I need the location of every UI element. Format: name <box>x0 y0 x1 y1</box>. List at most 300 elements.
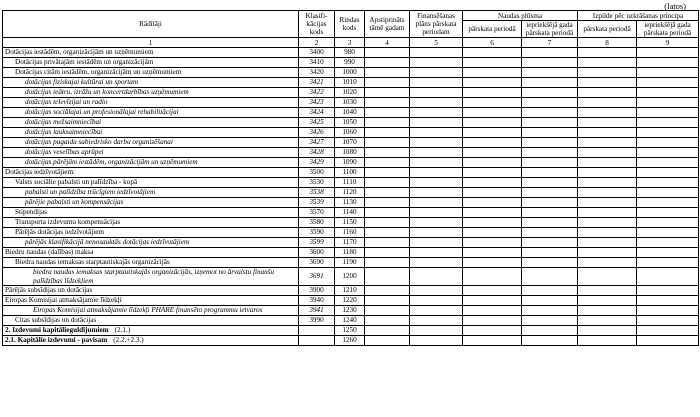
value-cell[interactable] <box>463 118 522 128</box>
value-cell[interactable] <box>578 58 637 68</box>
column-numbers-row <box>3 38 699 48</box>
row-name <box>3 258 299 268</box>
header-cash-flow: Naudas plūsma <box>463 11 578 21</box>
value-cell[interactable] <box>463 48 522 58</box>
value-cell[interactable] <box>365 58 410 68</box>
row-code: 1240 <box>335 316 365 326</box>
value-cell[interactable] <box>410 118 463 128</box>
value-cell[interactable] <box>410 286 463 296</box>
value-cell[interactable] <box>463 58 522 68</box>
value-cell[interactable] <box>637 218 699 228</box>
value-cell[interactable] <box>578 208 637 218</box>
row-name-text: Eiropas Komisijai atmaksājamie līdzekļi <box>5 296 122 305</box>
row-name <box>3 138 299 148</box>
value-cell[interactable] <box>410 326 463 336</box>
value-cell[interactable] <box>463 228 522 238</box>
value-cell[interactable] <box>522 158 578 168</box>
row-name <box>3 296 299 306</box>
value-cell[interactable] <box>365 98 410 108</box>
table-row <box>3 336 699 346</box>
value-cell[interactable] <box>410 268 463 286</box>
row-name-suffix: (2.2.+2.3.) <box>113 336 144 345</box>
value-cell[interactable] <box>522 178 578 188</box>
value-cell[interactable] <box>365 228 410 238</box>
value-cell[interactable] <box>463 238 522 248</box>
value-cell[interactable] <box>637 198 699 208</box>
row-name <box>3 128 299 138</box>
row-code: 1110 <box>335 178 365 188</box>
value-cell[interactable] <box>578 98 637 108</box>
value-cell[interactable] <box>578 158 637 168</box>
value-cell[interactable] <box>637 316 699 326</box>
value-cell[interactable] <box>365 198 410 208</box>
value-cell[interactable] <box>637 228 699 238</box>
table-row <box>3 148 699 158</box>
value-cell[interactable] <box>365 118 410 128</box>
classification-code: 3500 <box>299 168 335 178</box>
value-cell[interactable] <box>410 198 463 208</box>
value-cell[interactable] <box>637 258 699 268</box>
value-cell[interactable] <box>410 316 463 326</box>
value-cell[interactable] <box>578 218 637 228</box>
row-name <box>3 336 299 346</box>
value-cell[interactable] <box>578 286 637 296</box>
row-code: 1150 <box>335 218 365 228</box>
value-cell[interactable] <box>463 98 522 108</box>
value-cell[interactable] <box>365 248 410 258</box>
classification-code: 3590 <box>299 228 335 238</box>
value-cell[interactable] <box>522 228 578 238</box>
table-row <box>3 326 699 336</box>
value-cell[interactable] <box>522 248 578 258</box>
row-code: 1130 <box>335 198 365 208</box>
value-cell[interactable] <box>410 108 463 118</box>
value-cell[interactable] <box>463 138 522 148</box>
table-row <box>3 58 699 68</box>
value-cell[interactable] <box>365 188 410 198</box>
value-cell[interactable] <box>410 336 463 346</box>
value-cell[interactable] <box>410 148 463 158</box>
value-cell[interactable] <box>637 248 699 258</box>
value-cell[interactable] <box>365 238 410 248</box>
row-name <box>3 158 299 168</box>
row-code: 1160 <box>335 228 365 238</box>
value-cell[interactable] <box>578 268 637 286</box>
classification-code: 3940 <box>299 296 335 306</box>
value-cell[interactable] <box>410 248 463 258</box>
value-cell[interactable] <box>522 208 578 218</box>
row-name <box>3 88 299 98</box>
value-cell[interactable] <box>637 238 699 248</box>
row-name-text: dotācijas lauksaimniecībai <box>25 128 103 137</box>
row-code: 1260 <box>335 336 365 346</box>
classification-code: 3421 <box>299 78 335 88</box>
value-cell[interactable] <box>578 336 637 346</box>
classification-code: 3428 <box>299 148 335 158</box>
value-cell[interactable] <box>637 118 699 128</box>
value-cell[interactable] <box>578 296 637 306</box>
value-cell[interactable] <box>522 168 578 178</box>
value-cell[interactable] <box>522 118 578 128</box>
row-name-text: dotācijas teātru, izrāžu un koncertdarbības uzņēmumiem <box>25 88 189 97</box>
value-cell[interactable] <box>578 248 637 258</box>
value-cell[interactable] <box>522 296 578 306</box>
value-cell[interactable] <box>365 48 410 58</box>
value-cell[interactable] <box>578 68 637 78</box>
value-cell[interactable] <box>463 268 522 286</box>
value-cell[interactable] <box>522 128 578 138</box>
row-name-text: Stipendijas <box>15 208 47 217</box>
column-number: 6 <box>463 38 522 48</box>
row-code: 990 <box>335 58 365 68</box>
row-name-text: Citas subsīdijas un dotācijas <box>15 316 97 325</box>
value-cell[interactable] <box>522 306 578 316</box>
value-cell[interactable] <box>578 316 637 326</box>
row-code: 1140 <box>335 208 365 218</box>
classification-code: 3427 <box>299 138 335 148</box>
value-cell[interactable] <box>522 286 578 296</box>
value-cell[interactable] <box>365 218 410 228</box>
value-cell[interactable] <box>522 316 578 326</box>
value-cell[interactable] <box>463 316 522 326</box>
value-cell[interactable] <box>410 218 463 228</box>
value-cell[interactable] <box>637 48 699 58</box>
row-code: 1180 <box>335 248 365 258</box>
row-name <box>3 198 299 208</box>
value-cell[interactable] <box>410 48 463 58</box>
row-name <box>3 148 299 158</box>
row-name <box>3 316 299 326</box>
value-cell[interactable] <box>522 58 578 68</box>
classification-code: 3530 <box>299 178 335 188</box>
value-cell[interactable] <box>410 168 463 178</box>
value-cell[interactable] <box>637 68 699 78</box>
value-cell[interactable] <box>522 98 578 108</box>
value-cell[interactable] <box>365 316 410 326</box>
value-cell[interactable] <box>463 188 522 198</box>
row-name-suffix: (2.1.) <box>114 326 131 335</box>
value-cell[interactable] <box>410 128 463 138</box>
table-row <box>3 296 699 306</box>
value-cell[interactable] <box>637 188 699 198</box>
header-accrual-execution: Izpilde pēc uzkrāšanas principa <box>578 11 699 21</box>
value-cell[interactable] <box>410 88 463 98</box>
value-cell[interactable] <box>463 336 522 346</box>
header-approved-estimate: Apstiprināts tāmē gadam <box>365 11 410 38</box>
value-cell[interactable] <box>637 158 699 168</box>
value-cell[interactable] <box>410 68 463 78</box>
row-name-text: 2. Izdevumi kapitālieguldījumiem <box>5 326 109 335</box>
value-cell[interactable] <box>365 88 410 98</box>
value-cell[interactable] <box>365 326 410 336</box>
value-cell[interactable] <box>637 88 699 98</box>
currency-unit-note: (latos) <box>664 1 686 11</box>
row-code: 1040 <box>335 108 365 118</box>
value-cell[interactable] <box>463 326 522 336</box>
value-cell[interactable] <box>365 68 410 78</box>
value-cell[interactable] <box>578 48 637 58</box>
value-cell[interactable] <box>463 158 522 168</box>
value-cell[interactable] <box>463 78 522 88</box>
value-cell[interactable] <box>463 68 522 78</box>
row-name <box>3 238 299 248</box>
value-cell[interactable] <box>365 168 410 178</box>
value-cell[interactable] <box>365 286 410 296</box>
value-cell[interactable] <box>365 138 410 148</box>
table-row <box>3 316 699 326</box>
value-cell[interactable] <box>365 78 410 88</box>
value-cell[interactable] <box>463 178 522 188</box>
classification-code: 3691 <box>299 268 335 286</box>
value-cell[interactable] <box>637 148 699 158</box>
value-cell[interactable] <box>637 168 699 178</box>
value-cell[interactable] <box>522 258 578 268</box>
table-row <box>3 88 699 98</box>
row-code: 1190 <box>335 258 365 268</box>
value-cell[interactable] <box>578 188 637 198</box>
value-cell[interactable] <box>578 258 637 268</box>
row-name <box>3 78 299 88</box>
value-cell[interactable] <box>410 306 463 316</box>
value-cell[interactable] <box>365 258 410 268</box>
classification-code: 3941 <box>299 306 335 316</box>
value-cell[interactable] <box>365 178 410 188</box>
header-indicators: Rādītāji <box>3 11 299 38</box>
value-cell[interactable] <box>463 296 522 306</box>
table-body <box>3 48 699 346</box>
row-code: 1020 <box>335 88 365 98</box>
classification-code: 3580 <box>299 218 335 228</box>
value-cell[interactable] <box>522 218 578 228</box>
table-row <box>3 228 699 238</box>
value-cell[interactable] <box>522 138 578 148</box>
value-cell[interactable] <box>578 168 637 178</box>
value-cell[interactable] <box>637 268 699 286</box>
row-name-text: Dotācijas privātajām iestādēm un organizācijām <box>15 58 154 67</box>
column-number: 7 <box>522 38 578 48</box>
table-row <box>3 248 699 258</box>
value-cell[interactable] <box>578 108 637 118</box>
value-cell[interactable] <box>365 208 410 218</box>
value-cell[interactable] <box>637 326 699 336</box>
classification-code <box>299 326 335 336</box>
row-code: 1120 <box>335 188 365 198</box>
row-name <box>3 268 299 286</box>
table-row <box>3 198 699 208</box>
value-cell[interactable] <box>522 88 578 98</box>
value-cell[interactable] <box>410 188 463 198</box>
classification-code: 3599 <box>299 238 335 248</box>
row-name <box>3 108 299 118</box>
table-row <box>3 168 699 178</box>
header-row-code: Rindas kods <box>335 11 365 38</box>
value-cell[interactable] <box>522 78 578 88</box>
value-cell[interactable] <box>578 238 637 248</box>
row-code: 1230 <box>335 306 365 316</box>
table-row <box>3 286 699 296</box>
financial-report-table <box>2 10 699 346</box>
value-cell[interactable] <box>578 78 637 88</box>
value-cell[interactable] <box>522 336 578 346</box>
row-name <box>3 188 299 198</box>
value-cell[interactable] <box>463 198 522 208</box>
value-cell[interactable] <box>637 58 699 68</box>
value-cell[interactable] <box>578 148 637 158</box>
table-row <box>3 188 699 198</box>
row-name <box>3 68 299 78</box>
row-name-text: pabalsti un palīdzība trūcīgiem iedzīvotājiem <box>25 188 156 197</box>
value-cell[interactable] <box>410 238 463 248</box>
table-row <box>3 218 699 228</box>
row-name <box>3 248 299 258</box>
row-code: 1070 <box>335 138 365 148</box>
value-cell[interactable] <box>578 228 637 238</box>
value-cell[interactable] <box>637 98 699 108</box>
value-cell[interactable] <box>522 268 578 286</box>
value-cell[interactable] <box>410 296 463 306</box>
value-cell[interactable] <box>365 336 410 346</box>
row-code: 1220 <box>335 296 365 306</box>
value-cell[interactable] <box>410 158 463 168</box>
row-name-text: Pārējās subsīdijas un dotācijas <box>5 286 93 295</box>
value-cell[interactable] <box>522 48 578 58</box>
value-cell[interactable] <box>463 286 522 296</box>
classification-code: 3429 <box>299 158 335 168</box>
value-cell[interactable] <box>410 98 463 108</box>
row-name-text: dotācijas pagaidu sabiedrisko darbu organizēšanai <box>25 138 173 147</box>
value-cell[interactable] <box>410 258 463 268</box>
row-code: 1080 <box>335 148 365 158</box>
value-cell[interactable] <box>463 248 522 258</box>
row-name-text: 2.1. Kapitālie izdevumi - pavisam <box>5 336 108 345</box>
value-cell[interactable] <box>578 138 637 148</box>
row-name-text: pārējās klasifikācijā nenosauktās dotācijas iedzīvotājiem <box>25 238 190 247</box>
row-code: 980 <box>335 48 365 58</box>
value-cell[interactable] <box>578 88 637 98</box>
value-cell[interactable] <box>463 208 522 218</box>
row-code: 1060 <box>335 128 365 138</box>
value-cell[interactable] <box>463 108 522 118</box>
row-name-text: pārējie pabalsti un kompensācijas <box>25 198 124 207</box>
classification-code: 3410 <box>299 58 335 68</box>
value-cell[interactable] <box>463 258 522 268</box>
table-row <box>3 208 699 218</box>
value-cell[interactable] <box>463 128 522 138</box>
value-cell[interactable] <box>365 148 410 158</box>
row-code: 1250 <box>335 326 365 336</box>
classification-code: 3424 <box>299 108 335 118</box>
value-cell[interactable] <box>410 228 463 238</box>
table-row <box>3 118 699 128</box>
value-cell[interactable] <box>522 148 578 158</box>
value-cell[interactable] <box>522 68 578 78</box>
row-name-text: Dotācijas iedzīvotājiem: <box>5 168 76 177</box>
value-cell[interactable] <box>637 296 699 306</box>
column-number: 2 <box>299 38 335 48</box>
value-cell[interactable] <box>410 178 463 188</box>
value-cell[interactable] <box>637 336 699 346</box>
value-cell[interactable] <box>365 128 410 138</box>
value-cell[interactable] <box>522 198 578 208</box>
header-cash-report-period: pārskata periodā <box>463 21 522 38</box>
row-name <box>3 208 299 218</box>
value-cell[interactable] <box>463 218 522 228</box>
value-cell[interactable] <box>365 268 410 286</box>
header-accrual-report-period: pārskata periodā <box>578 21 637 38</box>
table-row <box>3 258 699 268</box>
table-row <box>3 108 699 118</box>
value-cell[interactable] <box>463 306 522 316</box>
header-cash-prev-year: iepriekšējā gada pārskata periodā <box>522 21 578 38</box>
value-cell[interactable] <box>578 326 637 336</box>
value-cell[interactable] <box>522 108 578 118</box>
value-cell[interactable] <box>637 108 699 118</box>
row-name-text: dotācijas veselības aprūpei <box>25 148 104 157</box>
row-name-text: dotācijas televīzijai un radio <box>25 98 108 107</box>
value-cell[interactable] <box>578 198 637 208</box>
value-cell[interactable] <box>578 128 637 138</box>
row-name-text: dotācijas fiziskajai kultūrai un sportam <box>25 78 139 87</box>
classification-code <box>299 336 335 346</box>
value-cell[interactable] <box>637 286 699 296</box>
value-cell[interactable] <box>365 158 410 168</box>
value-cell[interactable] <box>637 78 699 88</box>
value-cell[interactable] <box>365 296 410 306</box>
table-row <box>3 178 699 188</box>
classification-code: 3538 <box>299 188 335 198</box>
value-cell[interactable] <box>637 138 699 148</box>
value-cell[interactable] <box>522 188 578 198</box>
value-cell[interactable] <box>578 118 637 128</box>
row-name <box>3 58 299 68</box>
classification-code: 3423 <box>299 98 335 108</box>
row-code: 1100 <box>335 168 365 178</box>
table-row <box>3 268 699 286</box>
row-name-text: Biedra naudas iemaksas starptautiskajās organizācijās <box>15 258 170 267</box>
row-code: 1170 <box>335 238 365 248</box>
row-code: 1000 <box>335 68 365 78</box>
value-cell[interactable] <box>463 148 522 158</box>
value-cell[interactable] <box>365 108 410 118</box>
row-code: 1050 <box>335 118 365 128</box>
value-cell[interactable] <box>365 306 410 316</box>
value-cell[interactable] <box>637 208 699 218</box>
value-cell[interactable] <box>637 128 699 138</box>
value-cell[interactable] <box>637 178 699 188</box>
row-name-text: Transporta izdevumu kompensācijas <box>15 218 121 227</box>
value-cell[interactable] <box>522 326 578 336</box>
table-row <box>3 78 699 88</box>
header-accrual-prev-year: iepriekšējā gada pārskata periodā <box>637 21 699 38</box>
classification-code: 3690 <box>299 258 335 268</box>
value-cell[interactable] <box>578 306 637 316</box>
table-row <box>3 68 699 78</box>
value-cell[interactable] <box>578 178 637 188</box>
row-name-text: Dotācijas citām iestādēm, organizācijām un uzņēmumiem <box>15 68 182 77</box>
value-cell[interactable] <box>410 208 463 218</box>
value-cell[interactable] <box>522 238 578 248</box>
column-number: 9 <box>637 38 699 48</box>
value-cell[interactable] <box>463 168 522 178</box>
value-cell[interactable] <box>410 78 463 88</box>
row-code: 1010 <box>335 78 365 88</box>
value-cell[interactable] <box>637 306 699 316</box>
value-cell[interactable] <box>463 88 522 98</box>
value-cell[interactable] <box>410 58 463 68</box>
value-cell[interactable] <box>410 138 463 148</box>
row-name <box>3 48 299 58</box>
row-name <box>3 228 299 238</box>
